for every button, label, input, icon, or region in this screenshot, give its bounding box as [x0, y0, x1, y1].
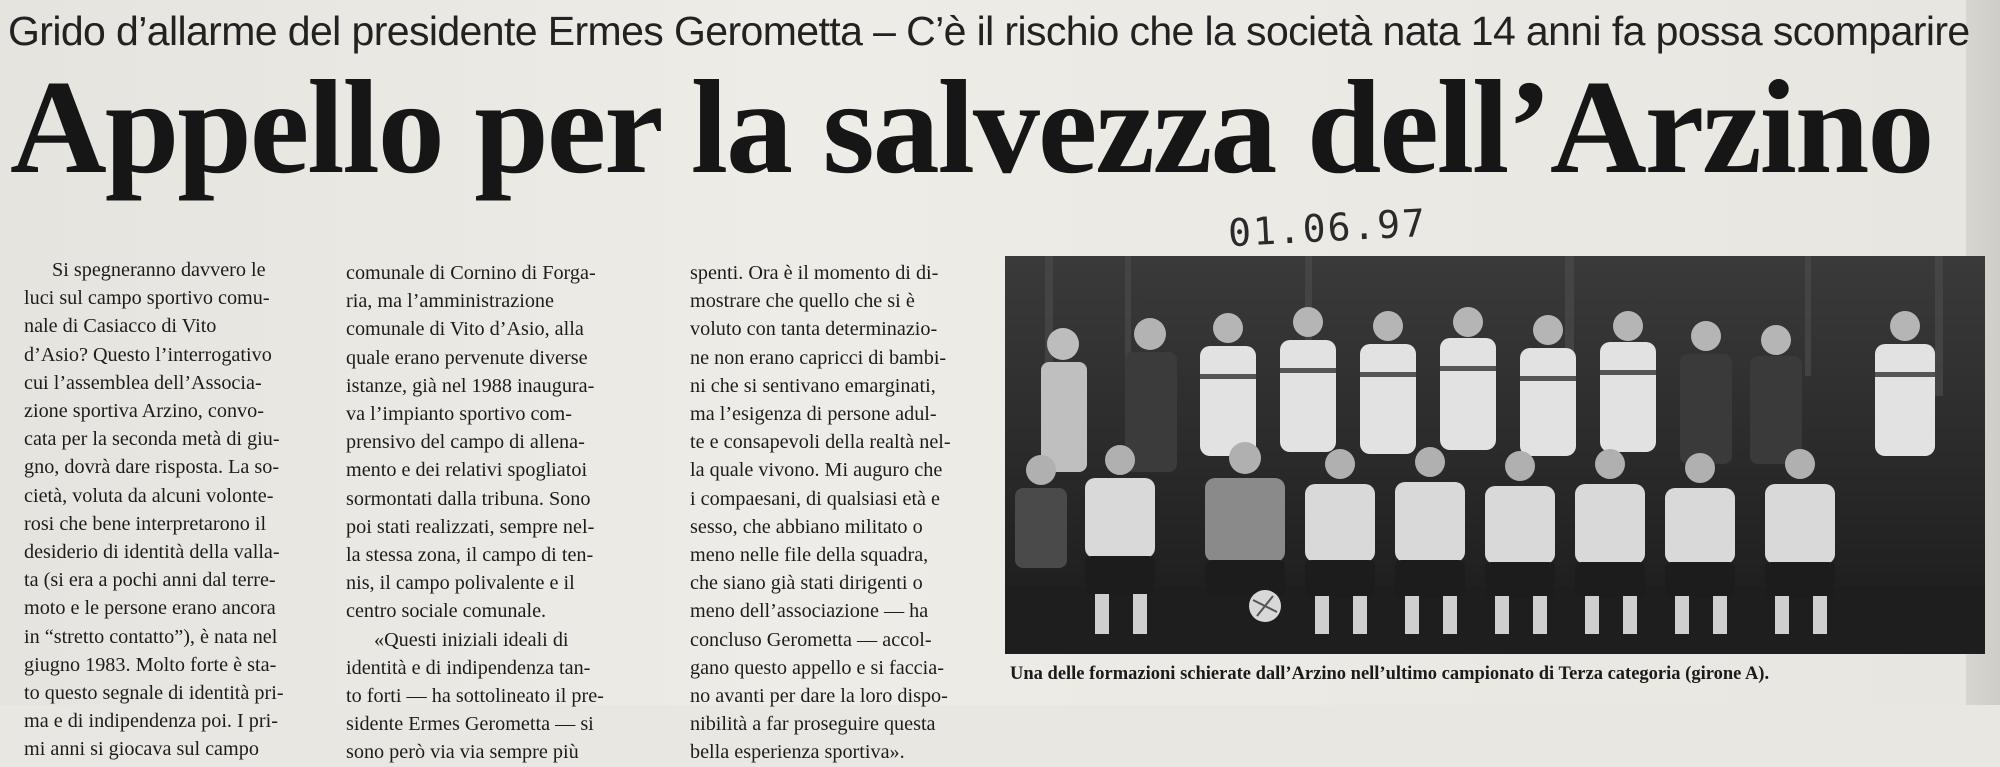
article-line: voluto con tanta determinazio- [690, 318, 938, 341]
article-line: sidente Ermes Gerometta — si [346, 713, 594, 736]
photo-caption: Una delle formazioni schierate dall’Arzino nell’ultimo campionato di Terza categoria (girone A). [1010, 664, 1770, 684]
article-line: nale di Casiacco di Vito [24, 315, 217, 338]
article-line: in “stretto contatto”), è nata nel [24, 625, 278, 648]
article-line: sesso, che abbiano militato o [690, 515, 923, 538]
article-line: cata per la seconda metà di giu- [24, 428, 280, 451]
article-column-3 [690, 259, 1018, 767]
team-photo-illustration [1005, 256, 1985, 654]
article-line: mi anni si giocava sul campo [24, 738, 259, 761]
article-line: ria, ma l’amministrazione [346, 290, 554, 313]
article-line: cui l’assemblea dell’Associa- [24, 371, 262, 394]
article-line: Si spegneranno davvero le [52, 259, 266, 281]
handwritten-date: 01.06.97 [1226, 200, 1429, 256]
article-column-2 [346, 259, 666, 767]
article-line: gano questo appello e si faccia- [690, 656, 944, 679]
article-column-1 [24, 256, 342, 764]
article-line: ta (si era a pochi anni dal terre- [24, 569, 276, 592]
article-line: ni che si sentivano emarginati, [690, 374, 936, 397]
article-line: giugno 1983. Molto forte è sta- [24, 653, 277, 676]
article-line: cietà, voluta da alcuni volonte- [24, 484, 274, 507]
article-line: ma l’esigenza di persone adul- [690, 403, 937, 426]
article-headline: Appello per la salvezza dell’Arzino [10, 53, 1933, 201]
team-photo [1005, 256, 1985, 654]
article-line: spenti. Ora è il momento di di- [690, 262, 939, 284]
article-line: meno dell’associazione — ha [690, 600, 929, 623]
article-line: no avanti per dare la loro dispo- [690, 685, 948, 708]
article-line: desiderio di identità della valla- [24, 541, 280, 564]
article-line: ma e di indipendenza poi. I pri- [24, 710, 278, 733]
article-line: gno, dovrà dare risposta. La so- [24, 456, 280, 479]
article-line: sono però via via sempre più [346, 741, 579, 764]
article-line: «Questi iniziali ideali di [374, 628, 569, 651]
article-line: quale erano pervenute diverse [346, 346, 588, 369]
article-line: la stessa zona, il campo di ten- [346, 544, 594, 567]
article-line: va l’impianto sportivo com- [346, 403, 572, 426]
article-line: comunale di Vito d’Asio, alla [346, 318, 584, 341]
article-line: moto e le persone erano ancora [24, 597, 276, 620]
article-line: zione sportiva Arzino, convo- [24, 400, 264, 423]
article-line: poi stati realizzati, sempre nel- [346, 515, 595, 538]
article-line: te e consapevoli della realtà nel- [690, 431, 951, 454]
article-line: centro sociale comunale. [346, 600, 547, 623]
article-line: bella esperienza sportiva». [690, 741, 905, 764]
article-line: nibilità a far proseguire questa [690, 713, 936, 736]
article-line: d’Asio? Questo l’interrogativo [24, 343, 272, 366]
article-line: nis, il campo polivalente e il [346, 572, 575, 595]
article-line: istanze, già nel 1988 inaugura- [346, 374, 595, 397]
article-line: luci sul campo sportivo comu- [24, 287, 270, 310]
article-line: che siano già stati dirigenti o [690, 572, 923, 595]
article-line: comunale di Cornino di Forga- [346, 262, 596, 284]
article-line: to questo segnale di identità pri- [24, 682, 284, 705]
article-line: i compaesani, di qualsiasi età e [690, 487, 941, 510]
article-line: sormontati dalla tribuna. Sono [346, 487, 591, 510]
article-line: identità e di indipendenza tan- [346, 656, 591, 679]
article-line: la quale vivono. Mi auguro che [690, 459, 943, 482]
article-line: prensivo del campo di allena- [346, 431, 585, 454]
article-line: mento e dei relativi spogliatoi [346, 459, 588, 482]
article-line: concluso Gerometta — accol- [690, 628, 932, 651]
article-line: ne non erano capricci di bambi- [690, 346, 947, 369]
article-kicker: Grido d’allarme del presidente Ermes Gerometta – C’è il rischio che la società nata 14 anni fa possa scomparire [8, 8, 1970, 54]
article-line: to forti — ha sottolineato il pre- [346, 685, 604, 708]
article-line: meno nelle file della squadra, [690, 544, 929, 567]
article-line: mostrare che quello che si è [690, 290, 915, 313]
article-line: rosi che bene interpretarono il [24, 512, 267, 535]
